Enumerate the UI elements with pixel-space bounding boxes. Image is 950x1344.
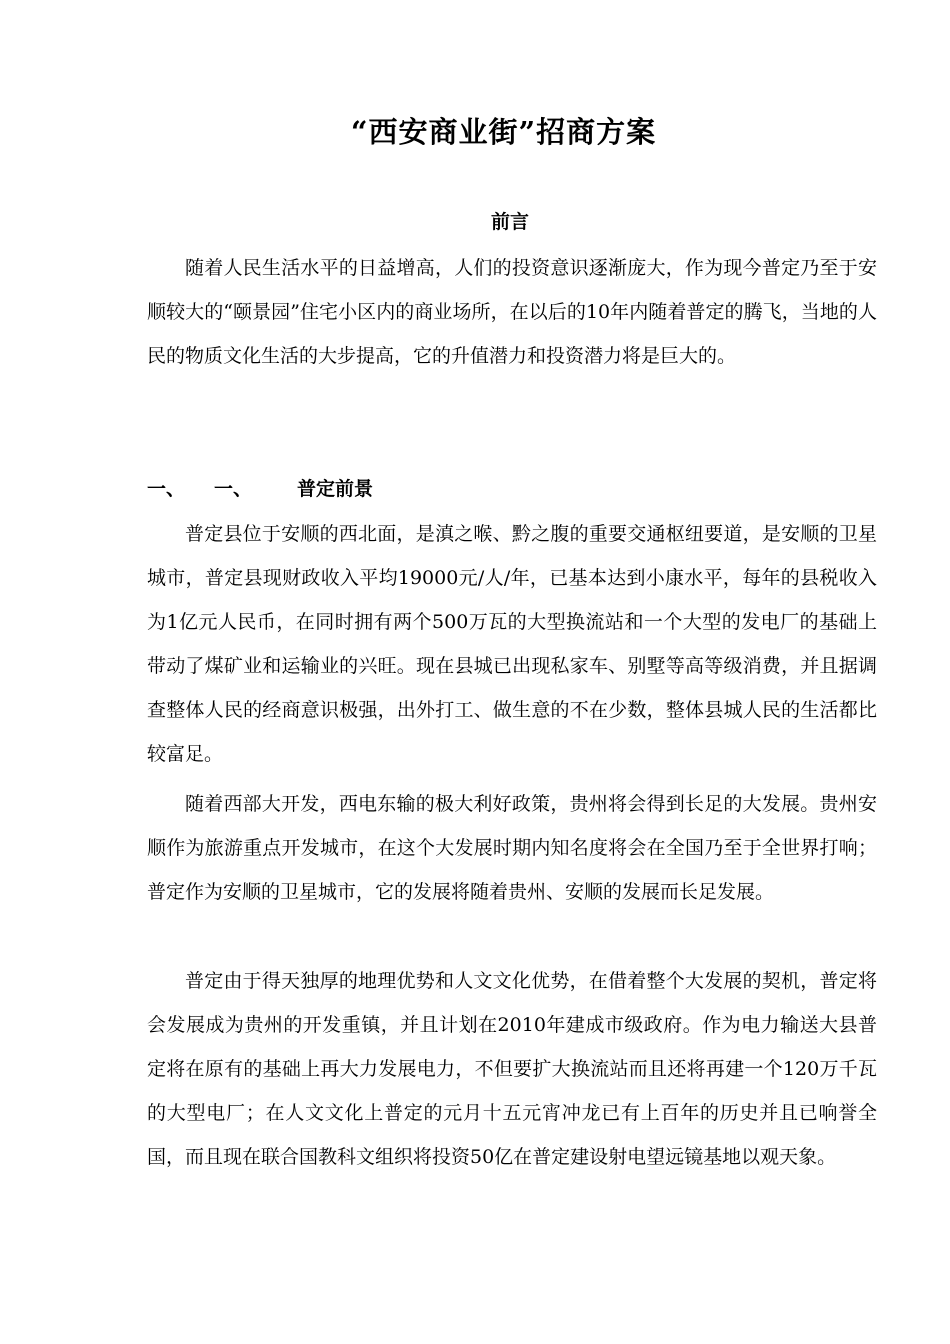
- section-number-inner: 一、: [214, 478, 253, 500]
- document-title: “西安商业街”招商方案: [350, 115, 657, 149]
- section-paragraph: 普定由于得天独厚的地理优势和人文文化优势，在借着整个大发展的契机，普定将会发展成为贵州的开发重镇，并且计划在2010年建成市级政府。作为电力输送大县普定将在原有的基础上再大力发展电力，不但要扩大换流站而且还将再建一个120万千瓦的大型电厂；在人文文化上普定的元月十五元宵冲龙已有上百年的历史并且已响誉全国，而且现在联合国教科文组织将投资50亿在普定建设射电望远镜基地以观天象。: [147, 970, 877, 1168]
- section-heading: [147, 474, 547, 504]
- section-title: 普定前景: [297, 478, 374, 500]
- section-number-outer: 一、: [147, 478, 186, 500]
- section-paragraph: 随着西部大开发，西电东输的极大利好政策，贵州将会得到长足的大发展。贵州安顺作为旅游重点开发城市，在这个大发展时期内知名度将会在全国乃至于全世界打响；普定作为安顺的卫星城市，它的发展将随着贵州、安顺的发展而长足发展。: [147, 793, 877, 903]
- section-paragraph: 普定县位于安顺的西北面，是滇之喉、黔之腹的重要交通枢纽要道，是安顺的卫星城市，普定县现财政收入平均19000元/人/年，已基本达到小康水平，每年的县税收入为1亿元人民币，在同时拥有两个500万瓦的大型换流站和一个大型的发电厂的基础上带动了煤矿业和运输业的兴旺。现在县城已出现私家车、别墅等高等级消费，并且据调查整体人民的经商意识极强，出外打工、做生意的不在少数，整体县城人民的生活都比较富足。: [147, 523, 877, 765]
- preface-heading: 前言: [490, 211, 529, 233]
- preface-paragraph: 随着人民生活水平的日益增高，人们的投资意识逐渐庞大，作为现今普定乃至于安顺较大的“颐景园”住宅小区内的商业场所，在以后的10年内随着普定的腾飞，当地的人民的物质文化生活的大步提高，它的升值潜力和投资潜力将是巨大的。: [147, 257, 877, 367]
